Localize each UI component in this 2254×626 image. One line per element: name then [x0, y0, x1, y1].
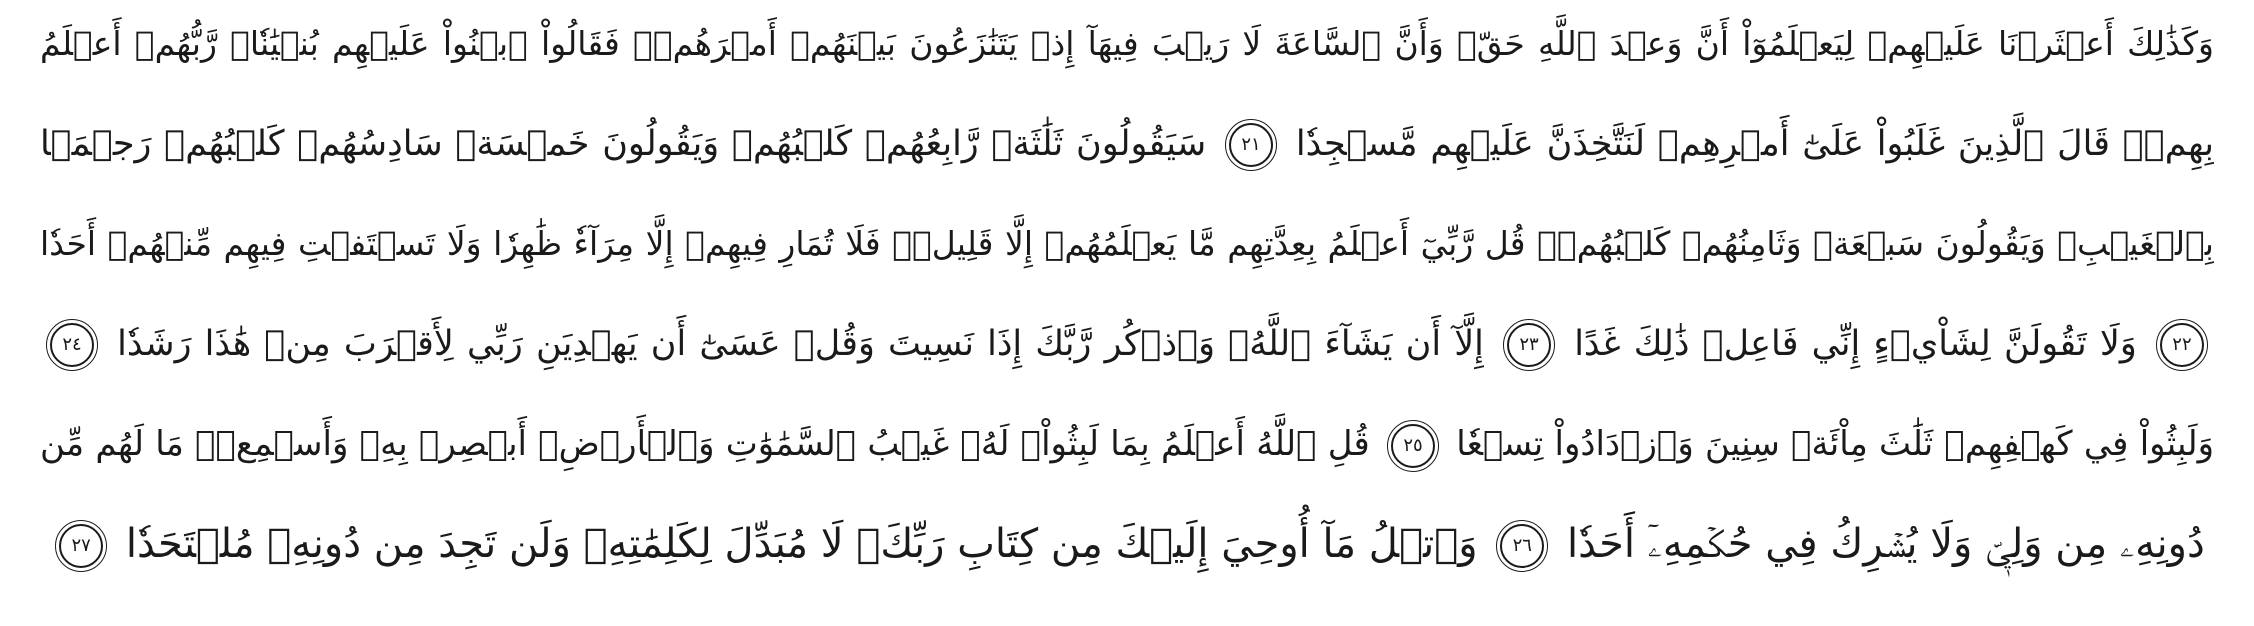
verse-line-1: [40, 0, 2214, 88]
verse-text: بِهِمۡۚ قَالَ ٱلَّذِينَ غَلَبُواْ عَلَىٰٓ أَمۡرِهِمۡ لَنَتَّخِذَنَّ عَلَيۡهِم مَّسۡجِدٗا: [1295, 124, 2214, 164]
verse-text: دُونِهِۦ مِن وَلِيّٖ وَلَا يُشۡرِكُ فِي حُكۡمِهِۦٓ أَحَدٗا: [1566, 521, 2205, 567]
ayah-number-marker: ٢٦: [1500, 524, 1544, 568]
ayah-number-marker: ٢٢: [2160, 323, 2204, 367]
verse-line-5: [40, 400, 2214, 488]
ayah-number-marker: ٢٤: [50, 323, 94, 367]
verse-text: وَلَبِثُواْ فِي كَهۡفِهِمۡ ثَلَٰثَ مِاْئَةٖ سِنِينَ وَٱزۡدَادُواْ تِسۡعٗا: [1456, 424, 2214, 464]
ayah-number-marker: ٢٧: [59, 524, 103, 568]
verse-line-2: [40, 100, 2214, 188]
verse-text: وَكَذَٰلِكَ أَعۡثَرۡنَا عَلَيۡهِمۡ لِيَعۡلَمُوٓاْ أَنَّ وَعۡدَ ٱللَّهِ حَقّٞ وَأَنَّ ٱلسَّاعَةَ لَا رَيۡبَ فِيهَآ إِذۡ يَتَنَٰزَعُونَ بَيۡنَهُمۡ أَمۡرَهُمۡۖ فَقَالُواْ ٱبۡنُواْ عَلَيۡهِم بُنۡيَٰنٗاۖ رَّبُّهُمۡ أَعۡلَمُ: [40, 24, 2214, 63]
verse-text: قُلِ ٱللَّهُ أَعۡلَمُ بِمَا لَبِثُواْۖ لَهُۥ غَيۡبُ ٱلسَّمَٰوَٰتِ وَٱلۡأَرۡضِۖ أَبۡصِرۡ بِهِۦ وَأَسۡمِعۡۚ مَا لَهُم مِّن: [40, 424, 1370, 464]
verse-text: وَلَا تَقُولَنَّ لِشَاْيۡءٍ إِنِّي فَاعِلٞ ذَٰلِكَ غَدًا: [1574, 324, 2137, 364]
ayah-number-marker: ٢٥: [1391, 424, 1435, 468]
verse-text: وَٱتۡلُ مَآ أُوحِيَ إِلَيۡكَ مِن كِتَابِ رَبِّكَۖ لَا مُبَدِّلَ لِكَلِمَٰتِهِۦ وَلَن تَجِدَ مِن دُونِهِۦ مُلۡتَحَدٗا: [125, 521, 1478, 567]
ayah-number-marker: ٢١: [1229, 123, 1273, 167]
verse-line-3: [40, 200, 2214, 288]
verse-line-4: [40, 300, 2214, 388]
verse-line-6: [40, 500, 2214, 588]
verse-text: بِٱلۡغَيۡبِۖ وَيَقُولُونَ سَبۡعَةٞ وَثَامِنُهُمۡ كَلۡبُهُمۡۚ قُل رَّبِّيٓ أَعۡلَمُ بِعِدَّتِهِم مَّا يَعۡلَمُهُمۡ إِلَّا قَلِيلٞۗ فَلَا تُمَارِ فِيهِمۡ إِلَّا مِرَآءٗ ظَٰهِرٗا وَلَا تَسۡتَفۡتِ فِيهِم مِّنۡهُمۡ أَحَدٗا: [40, 224, 2214, 263]
ayah-number-marker: ٢٣: [1507, 323, 1551, 367]
verse-text: إِلَّآ أَن يَشَآءَ ٱللَّهُۚ وَٱذۡكُر رَّبَّكَ إِذَا نَسِيتَ وَقُلۡ عَسَىٰٓ أَن يَهۡدِيَنِ رَبِّي لِأَقۡرَبَ مِنۡ هَٰذَا رَشَدٗا: [117, 324, 1484, 364]
verse-text: سَيَقُولُونَ ثَلَٰثَةٞ رَّابِعُهُمۡ كَلۡبُهُمۡ وَيَقُولُونَ خَمۡسَةٞ سَادِسُهُمۡ كَلۡبُهُمۡ رَجۡمَۢا: [40, 124, 1207, 164]
